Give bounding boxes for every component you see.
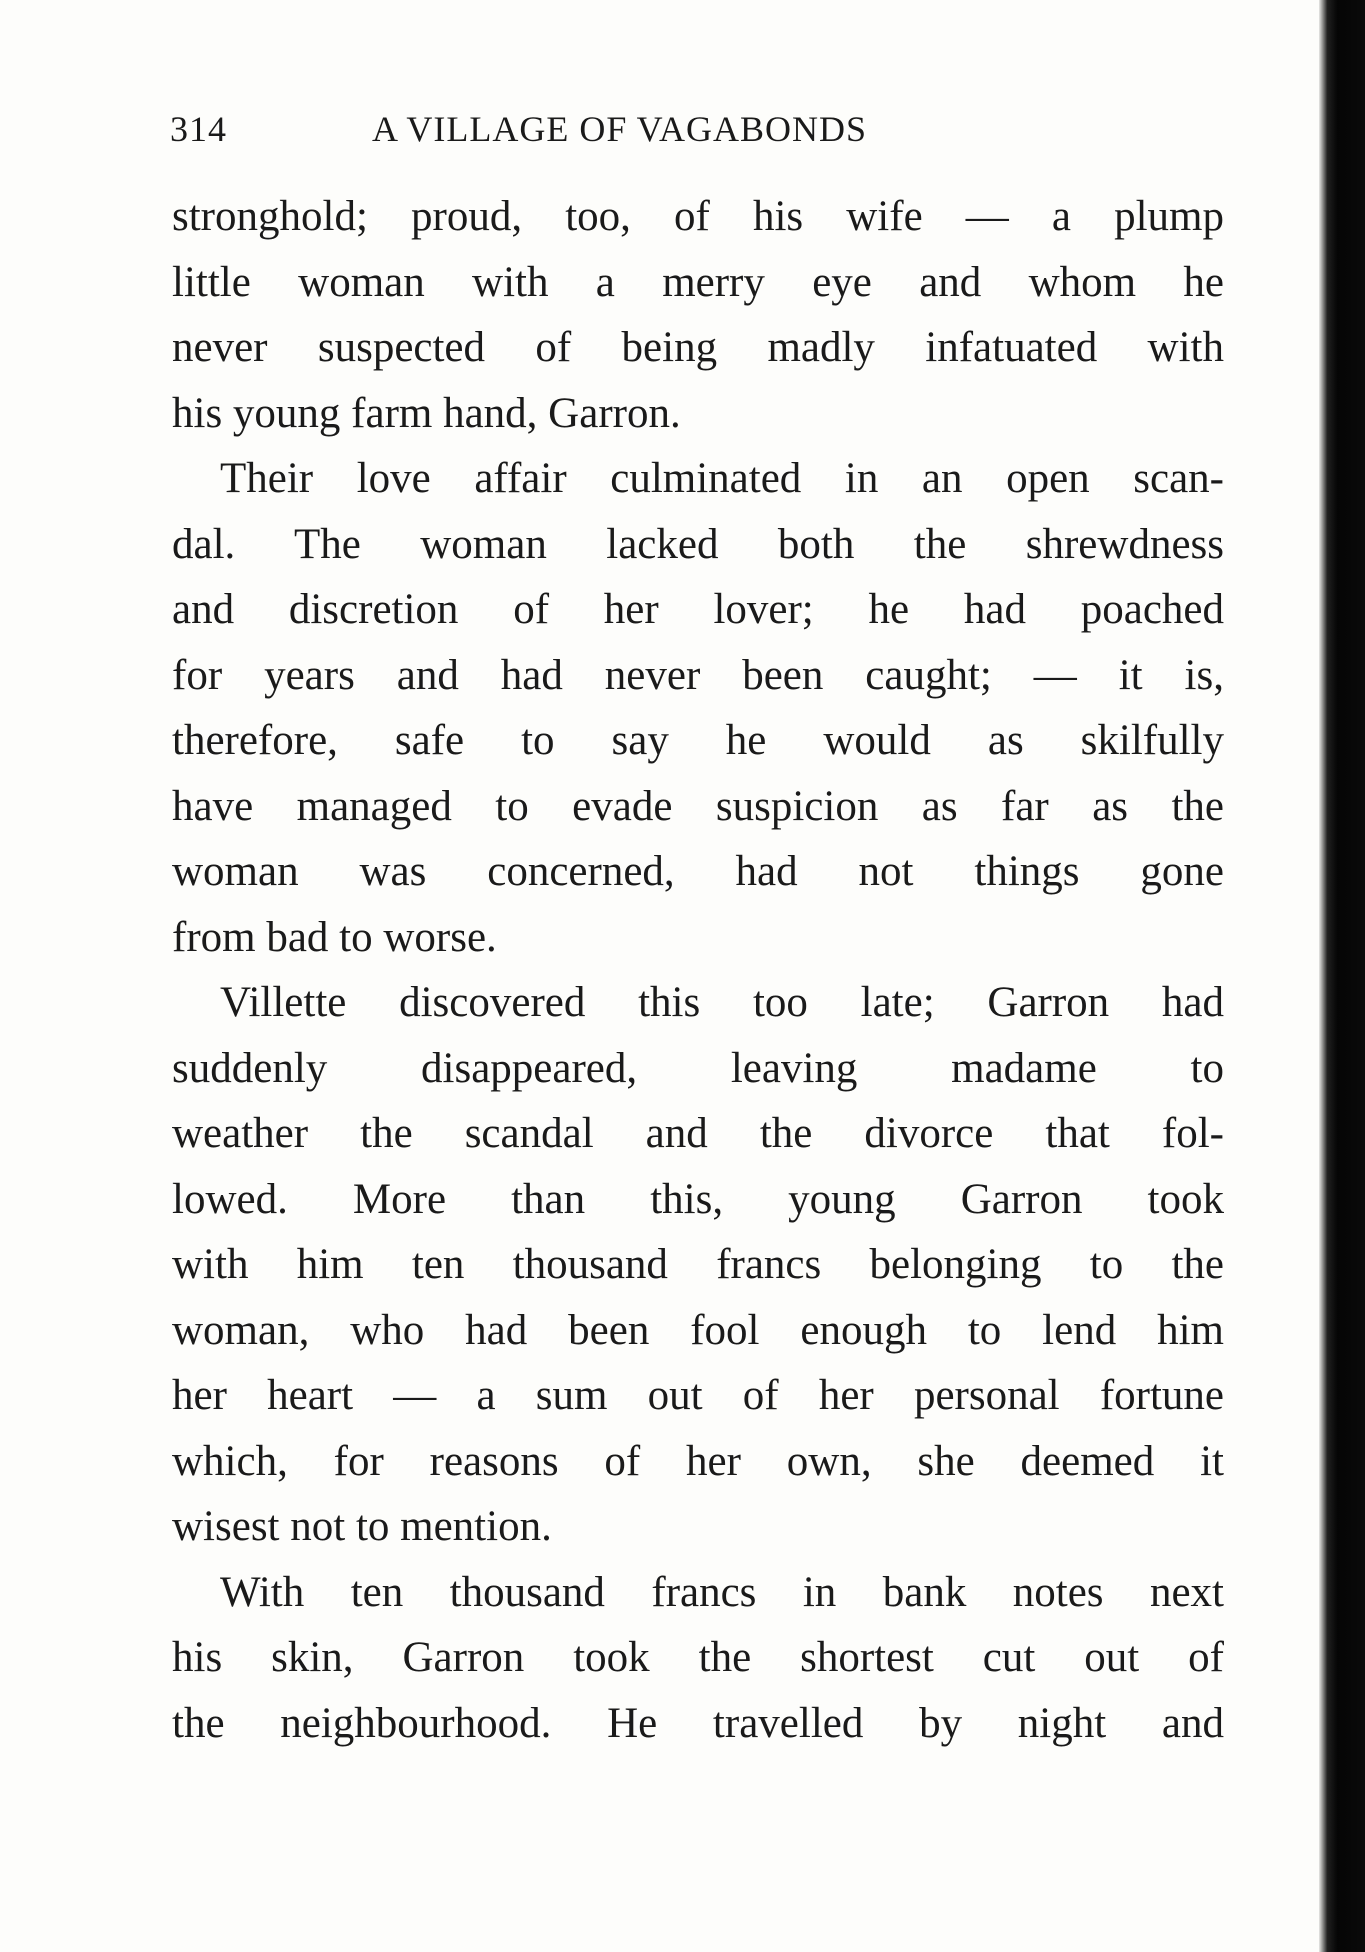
text-line: suddenly disappeared, leaving madame to: [172, 1044, 1224, 1092]
text-line: her heart — a sum out of her personal fortune: [172, 1372, 1224, 1419]
text-line: stronghold; proud, too, of his wife — a plump: [172, 193, 1224, 240]
text-line: little woman with a merry eye and whom he: [172, 258, 1224, 306]
text-line: from bad to worse.: [172, 913, 497, 961]
text-line: weather the scandal and the divorce that fol-: [172, 1110, 1224, 1157]
text-line: and discretion of her lover; he had poached: [172, 586, 1224, 633]
text-line: wisest not to mention.: [172, 1503, 552, 1550]
text-line: Their love affair culminated in an open scan-: [220, 455, 1224, 502]
text-line: have managed to evade suspicion as far as the: [172, 782, 1224, 830]
paragraph-4: [172, 1560, 1224, 1757]
text-line: lowed. More than this, young Garron took: [172, 1175, 1224, 1223]
text-line: with him ten thousand francs belonging to the: [172, 1241, 1224, 1288]
running-title: A VILLAGE OF VAGABONDS: [372, 109, 868, 149]
paragraph-3: [172, 970, 1224, 1560]
text-line: never suspected of being madly infatuated with: [172, 324, 1224, 371]
text-line: his young farm hand, Garron.: [172, 389, 681, 437]
text-line: woman was concerned, had not things gone: [172, 848, 1224, 895]
text-line: dal. The woman lacked both the shrewdness: [172, 520, 1224, 568]
text-line: his skin, Garron took the shortest cut out of: [172, 1634, 1224, 1681]
page-number: 314: [170, 109, 227, 149]
text-line: therefore, safe to say he would as skilfully: [172, 717, 1224, 764]
text-line: Villette discovered this too late; Garron had: [220, 979, 1224, 1026]
text-line: the neighbourhood. He travelled by night and: [172, 1699, 1224, 1747]
body-text: [172, 184, 1224, 1756]
paragraph-2: [172, 446, 1224, 970]
running-head: [170, 108, 1030, 158]
text-line: With ten thousand francs in bank notes next: [220, 1568, 1224, 1616]
text-line: for years and had never been caught; — it is,: [172, 651, 1224, 699]
text-line: which, for reasons of her own, she deemed it: [172, 1437, 1224, 1485]
page-edge-shadow: [1319, 0, 1365, 1952]
paragraph-1: [172, 184, 1224, 446]
text-line: woman, who had been fool enough to lend him: [172, 1306, 1224, 1354]
